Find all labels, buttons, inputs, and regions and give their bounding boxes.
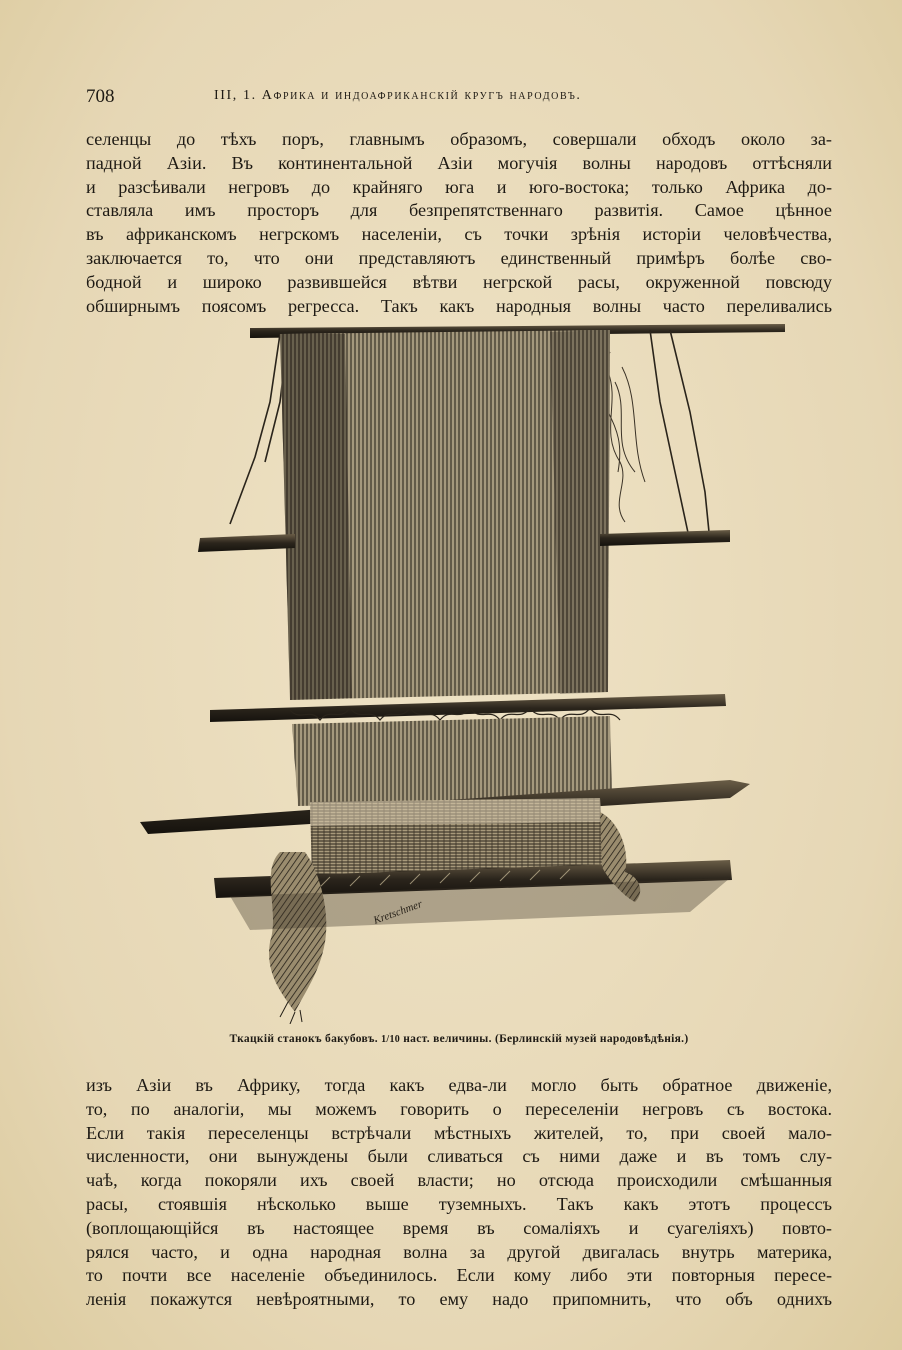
caption-fraction: 1/10: [381, 1034, 401, 1045]
page-header: [86, 86, 826, 110]
text-line: обширнымъ поясомъ регресса. Такъ какъ народныя волны часто переливались: [86, 295, 832, 316]
text-line: то почти все населеніе объединилось. Если кому либо эти повторныя пересе-: [86, 1265, 832, 1286]
text-line: (воплощающійся въ настоящее время въ сомаліяхъ и суагеліяхъ) повто-: [86, 1217, 832, 1238]
text-line: ставляла имъ просторъ для безпрепятственнаго развитія. Самое цѣнное: [86, 200, 832, 221]
text-line: изъ Азіи въ Африку, тогда какъ едва-ли могло быть обратное движеніе,: [86, 1075, 832, 1095]
text-line: расы, стоявшія нѣсколько выше туземныхъ. Такъ какъ этотъ процессъ: [86, 1193, 832, 1214]
figure-caption: [86, 1033, 832, 1045]
paragraph-bottom: [86, 1074, 832, 1312]
paragraph-top: [86, 128, 832, 318]
caption-title: Ткацкій станокъ бакубовъ.: [229, 1033, 378, 1045]
heddle-rod: [210, 694, 726, 722]
text-line: бодной и широко развившейся вѣтви негрской расы, окруженной повсюду: [86, 271, 832, 292]
text-line: Если такія переселенцы встрѣчали мѣстныхъ жителей, то, при своей мало-: [86, 1122, 832, 1143]
text-line: рялся часто, и одна народная волна за другой двигалась внутрь материка,: [86, 1241, 832, 1262]
text-line: чаѣ, когда покоряли ихъ своей власти; но отсюда происходили смѣшанныя: [86, 1170, 832, 1191]
running-head: III, 1. Африка и индоафриканскій кругъ народовъ.: [214, 88, 582, 103]
text-line: то, по аналогіи, мы можемъ говорить о переселеніи негровъ съ востока.: [86, 1098, 832, 1119]
loom-illustration: [130, 312, 790, 1024]
text-line: въ африканскомъ негрскомъ населеніи, съ точки зрѣнія исторіи человѣчества,: [86, 224, 832, 245]
right-crossbar: [600, 530, 730, 546]
text-line: численности, они вынуждены были сливаться съ ними даже и въ томъ слу-: [86, 1146, 832, 1167]
text-line: ленія покажутся невѣроятными, то ему надо припомнить, что объ однихъ: [86, 1289, 832, 1310]
text-line: заключается то, что они представляютъ единственный примѣръ болѣе сво-: [86, 247, 832, 268]
text-line: селенцы до тѣхъ поръ, главнымъ образомъ, совершали обходъ около за-: [86, 129, 832, 149]
left-crossbar: [198, 534, 295, 552]
text-line: падной Азіи. Въ континентальной Азіи могучія волны народовъ оттѣсняли: [86, 152, 832, 173]
text-line: и разсѣивали негровъ до крайняго юга и юго-востока; только Африка до-: [86, 176, 832, 197]
page-number: 708: [86, 86, 115, 107]
engraver-signature: Kretschmer: [371, 898, 424, 927]
caption-scale: наст. величины.: [403, 1033, 492, 1045]
caption-source: (Берлинскій музей народовѣдѣнія.): [494, 1033, 689, 1045]
